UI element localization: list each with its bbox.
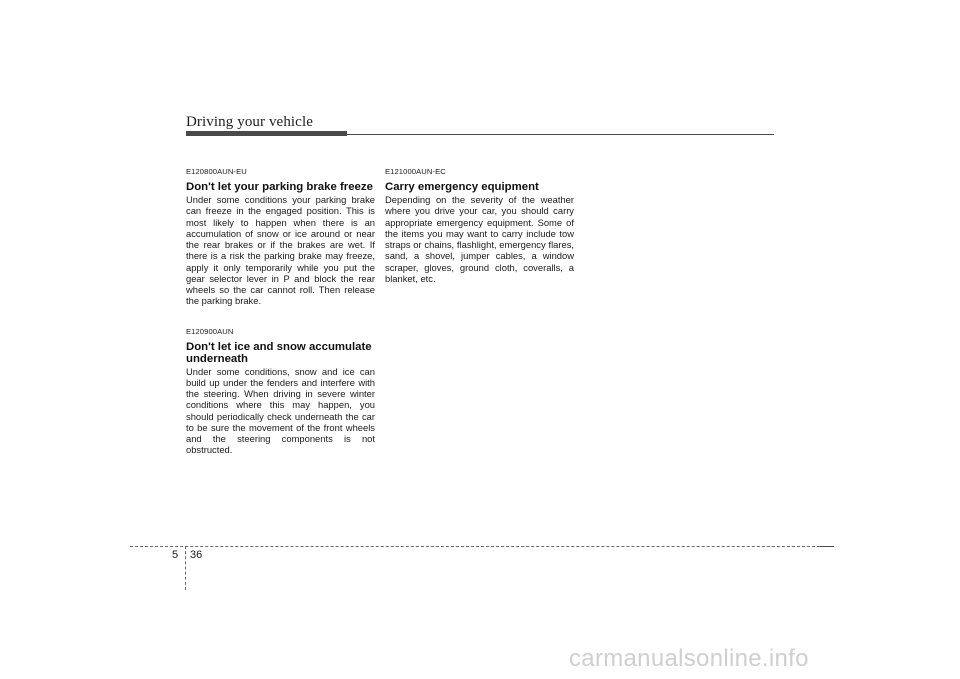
right-column (385, 167, 574, 304)
section-code: E120900AUN (186, 326, 234, 336)
left-column (186, 167, 375, 476)
footer-dashed-divider (185, 546, 186, 590)
section-ice-snow (186, 327, 375, 456)
section-code: E120800AUN-EU (186, 167, 247, 176)
watermark: carmanualsonline.info (569, 645, 809, 672)
section-body: Under some conditions your parking brake can freeze in the engaged position. This is most likely to happen when there is an accumulation of snow or ice around or near the rear brakes or if the brakes are wet. If there is a risk the parking brake may freeze, apply it only temporarily while you put the gear selector lever in P and block the rear wheels so the car cannot roll. Then release the parking brake. (186, 194, 375, 307)
header-rule-thick (186, 131, 347, 136)
section-heading: Don't let ice and snow accumulate underneath (186, 340, 372, 365)
section-heading: Carry emergency equipment (385, 181, 539, 193)
section-body: Under some conditions, snow and ice can build up under the fenders and interfere with the steering. When driving in severe winter conditions where this may happen, you should periodically check underneath the car to be sure the movement of the front wheels and the steering components is not obstructed. (186, 365, 375, 456)
header-rule-thin (347, 134, 774, 135)
section-heading: Don't let your parking brake freeze (186, 181, 373, 193)
section-parking-brake (186, 167, 375, 307)
chapter-number: 5 (172, 549, 179, 561)
section-body: Depending on the severity of the weather where you drive your car, you should carry appropriate emergency equipment. Some of the items you may want to carry include tow straps or chains, flashlight, emergency flares, sand, a shovel, jumper cables, a window scraper, gloves, ground cloth, coveralls, a blanket, etc. (385, 194, 574, 284)
footer-rule-end (820, 546, 834, 547)
page-number: 36 (190, 549, 203, 561)
section-emergency-equipment (385, 167, 574, 284)
footer-dashed-rule (130, 546, 820, 547)
section-code: E121000AUN-EC (385, 167, 446, 176)
chapter-title: Driving your vehicle (186, 114, 313, 130)
